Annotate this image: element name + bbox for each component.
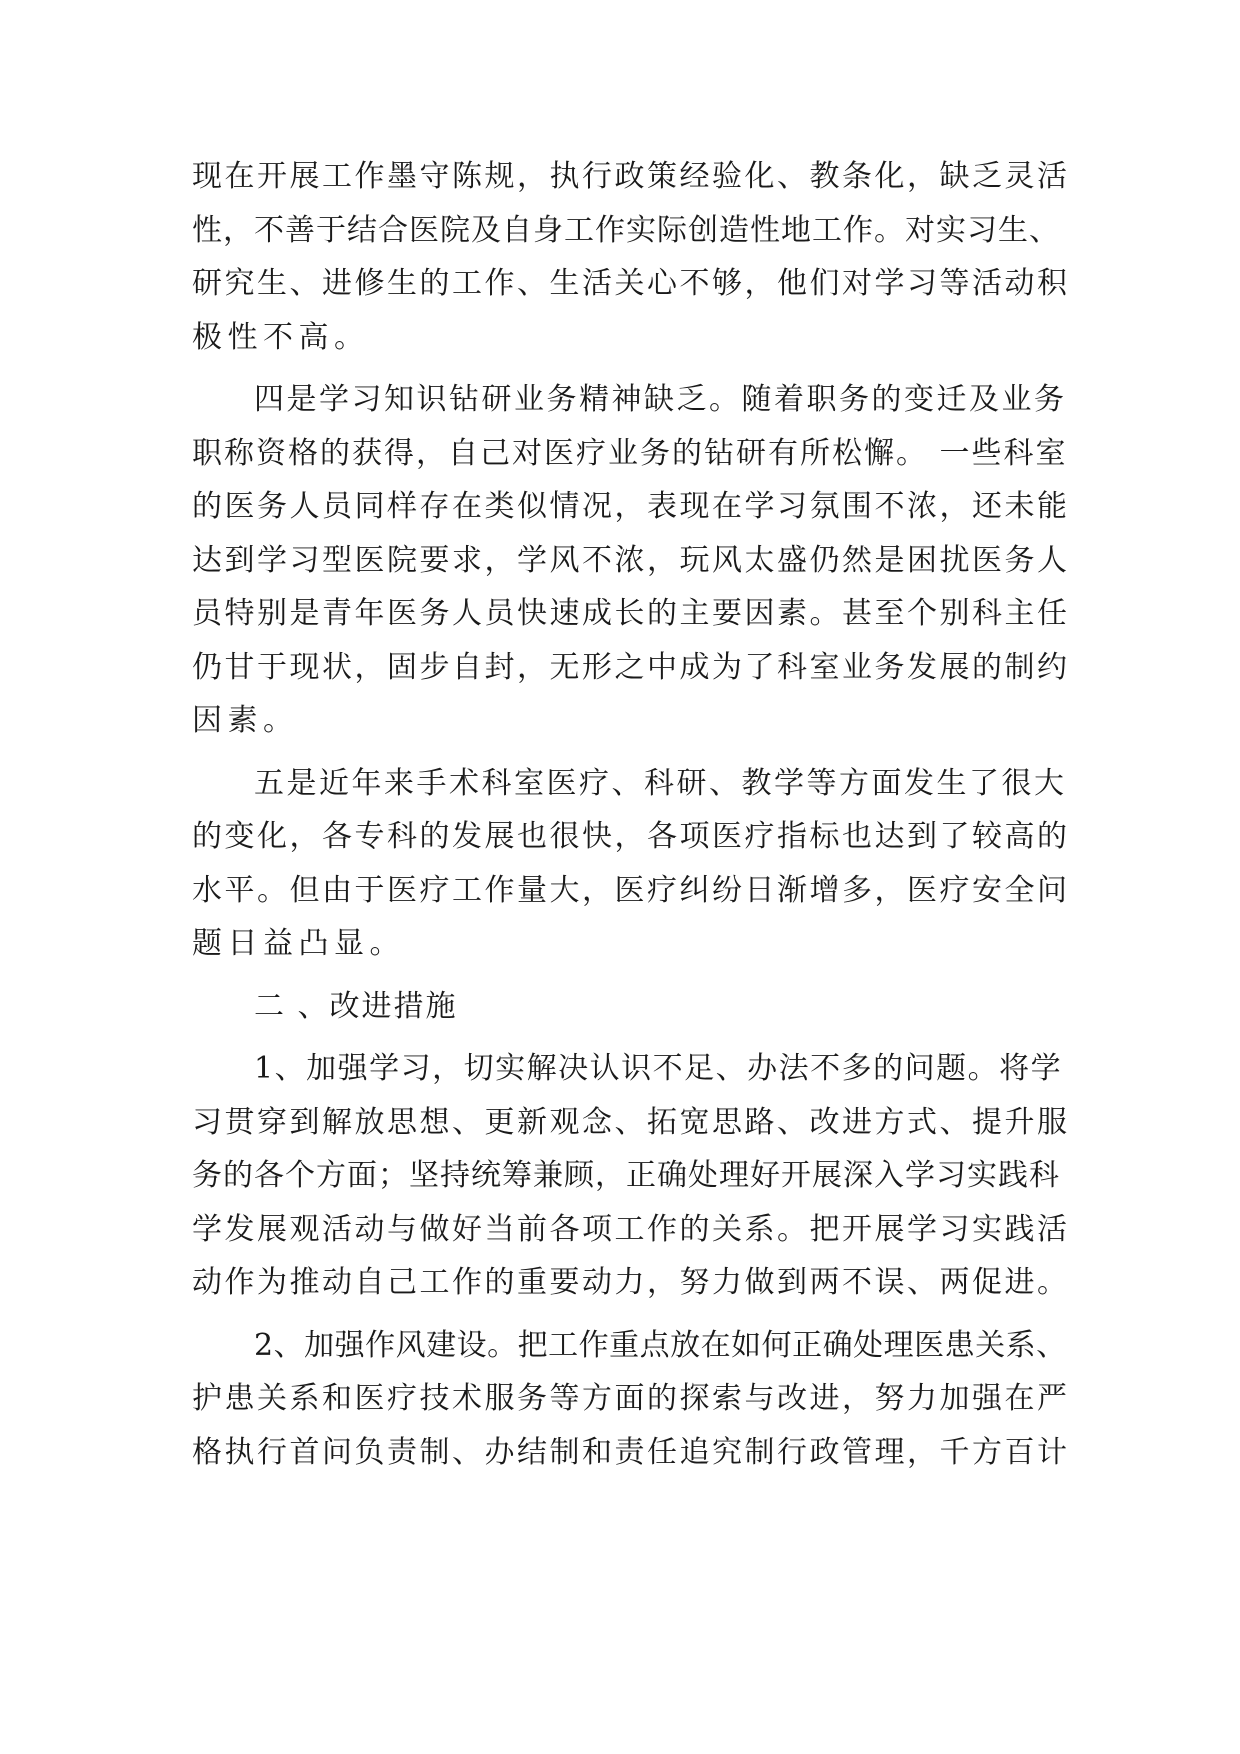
text-line: 的医务人员同样存在类似情况，表现在学习氛围不浓，还未能 bbox=[192, 489, 1070, 524]
text-line: 学发展观活动与做好当前各项工作的关系。把开展学习实践活 bbox=[192, 1211, 1070, 1247]
text-line: 性，不善于结合医院及自身工作实际创造性地工作。对实习生、 bbox=[192, 212, 1060, 248]
text-line: 四是学习知识钻研业务精神缺乏。随着职务的变迁及业务 bbox=[254, 382, 1067, 417]
text-line: 员特别是青年医务人员快速成长的主要因素。甚至个别科主任 bbox=[192, 596, 1070, 631]
text-line: 格执行首问负责制、办结制和责任追究制行政管理，千方百计 bbox=[192, 1434, 1070, 1470]
text-line: 动作为推动自己工作的重要动力，努力做到两不误、两促进。 bbox=[192, 1265, 1070, 1300]
heading-text: 二 、改进措施 bbox=[254, 988, 458, 1024]
text-line: 的变化，各专科的发展也很快，各项医疗指标也达到了较高的 bbox=[192, 819, 1070, 854]
text-line: 因素。 bbox=[192, 703, 299, 738]
text-line: 仍甘于现状，固步自封，无形之中成为了科室业务发展的制约 bbox=[192, 649, 1070, 685]
paragraph-item-1 bbox=[192, 1042, 1070, 1310]
text-line: 现在开展工作墨守陈规，执行政策经验化、教条化，缺乏灵活 bbox=[192, 159, 1070, 194]
text-line: 1、加强学习，切实解决认识不足、办法不多的问题。将学 bbox=[254, 1051, 1063, 1086]
text-line: 达到学习型医院要求，学风不浓，玩风太盛仍然是困扰医务人 bbox=[192, 542, 1070, 578]
text-line: 习贯穿到解放思想、更新观念、拓宽思路、改进方式、提升服 bbox=[192, 1104, 1070, 1140]
text-line: 五是近年来手术科室医疗、科研、教学等方面发生了很大 bbox=[254, 765, 1067, 801]
paragraph-point-five bbox=[192, 757, 1070, 971]
section-heading-improvements bbox=[192, 980, 1070, 1034]
document-body bbox=[192, 150, 1070, 1488]
text-line: 极性不高。 bbox=[192, 319, 370, 355]
text-line: 护患关系和医疗技术服务等方面的探索与改进，努力加强在严 bbox=[192, 1381, 1070, 1416]
text-line: 2、加强作风建设。把工作重点放在如何正确处理医患关系、 bbox=[254, 1327, 1067, 1363]
text-line: 务的各个方面；坚持统筹兼顾，正确处理好开展深入学习实践科 bbox=[192, 1158, 1060, 1193]
text-line: 水平。但由于医疗工作量大，医疗纠纷日渐增多，医疗安全问 bbox=[192, 872, 1070, 908]
paragraph-continuation bbox=[192, 150, 1070, 364]
text-line: 职称资格的获得，自己对医疗业务的钻研有所松懈。 一些科室 bbox=[192, 435, 1068, 471]
text-line: 题日益凸显。 bbox=[192, 926, 405, 961]
paragraph-point-four bbox=[192, 373, 1070, 748]
paragraph-item-2 bbox=[192, 1319, 1070, 1480]
text-line: 研究生、进修生的工作、生活关心不够，他们对学习等活动积 bbox=[192, 266, 1070, 301]
